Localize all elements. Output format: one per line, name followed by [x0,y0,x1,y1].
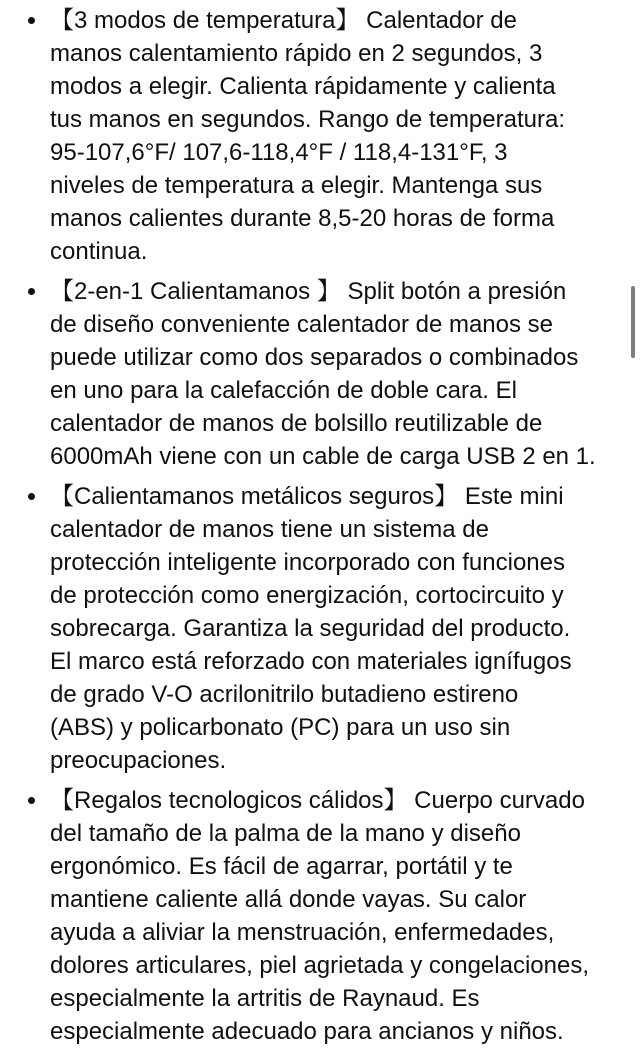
bullet-text-line: calentador de manos de bolsillo reutilizable de [50,410,543,437]
bullet-text-line: manos calentamiento rápido en 2 segundos, 3 [50,40,543,67]
bullet-marker-icon [28,493,35,500]
bullet-text-line: (ABS) y policarbonato (PC) para un uso sin [50,714,511,741]
bullet-text [50,4,620,268]
bullet-text-line: del tamaño de la palma de la mano y diseño [50,820,521,847]
bullet-text-line: 95-107,6°F/ 107,6-118,4°F / 118,4-131°F, 3 [50,139,508,166]
bullet-text [50,784,620,1048]
bullet-text-line: 【Regalos tecnologicos cálidos】 Cuerpo curvado [50,787,585,814]
bullet-text-line: sobrecarga. Garantiza la seguridad del producto. [50,615,571,642]
bullet-text-line: tus manos en segundos. Rango de temperatura: [50,106,565,133]
bullet-text-line: de grado V-O acrilonitrilo butadieno estireno [50,681,519,708]
bullet-text [50,480,620,777]
feature-bullet-item [0,275,640,473]
scrollbar-thumb[interactable] [631,286,635,358]
feature-bullet-item [0,4,640,268]
bullet-marker-icon [28,288,35,295]
feature-bullet-item [0,480,640,777]
bullet-text-line: protección inteligente incorporado con funciones [50,549,566,576]
bullet-text-line: manos calientes durante 8,5-20 horas de forma [50,205,555,232]
bullet-text-line: 6000mAh viene con un cable de carga USB 2 en 1. [50,443,596,470]
bullet-text-line: niveles de temperatura a elegir. Mantenga sus [50,172,543,199]
feature-bullet-item [0,784,640,1048]
bullet-marker-icon [28,797,35,804]
bullet-text-line: mantiene caliente allá donde vayas. Su calor [50,886,527,913]
bullet-text-line: calentador de manos tiene un sistema de [50,516,489,543]
bullet-text-line: ergonómico. Es fácil de agarrar, portátil y te [50,853,513,880]
bullet-text-line: 【3 modos de temperatura】 Calentador de [50,7,517,34]
bullet-text-line: 【2-en-1 Calientamanos 】 Split botón a presión [50,278,567,305]
bullet-text-line: El marco está reforzado con materiales ignífugos [50,648,572,675]
bullet-text-line: especialmente adecuado para ancianos y niños. [50,1018,564,1045]
bullet-text-line: 【Calientamanos metálicos seguros】 Este mini [50,483,564,510]
bullet-text-line: de diseño conveniente calentador de manos se [50,311,554,338]
bullet-text-line: ayuda a aliviar la menstruación, enfermedades, [50,919,555,946]
bullet-text-line: especialmente la artritis de Raynaud. Es [50,985,480,1012]
bullet-text-line: dolores articulares, piel agrietada y congelaciones, [50,952,589,979]
bullet-text-line: puede utilizar como dos separados o combinados [50,344,579,371]
bullet-text-line: de protección como energización, cortocircuito y [50,582,564,609]
bullet-text-line: modos a elegir. Calienta rápidamente y calienta [50,73,556,100]
bullet-marker-icon [28,17,35,24]
bullet-text-line: continua. [50,238,148,265]
bullet-text-line: en uno para la calefacción de doble cara. El [50,377,517,404]
bullet-text [50,275,620,473]
bullet-text-line: preocupaciones. [50,747,227,774]
